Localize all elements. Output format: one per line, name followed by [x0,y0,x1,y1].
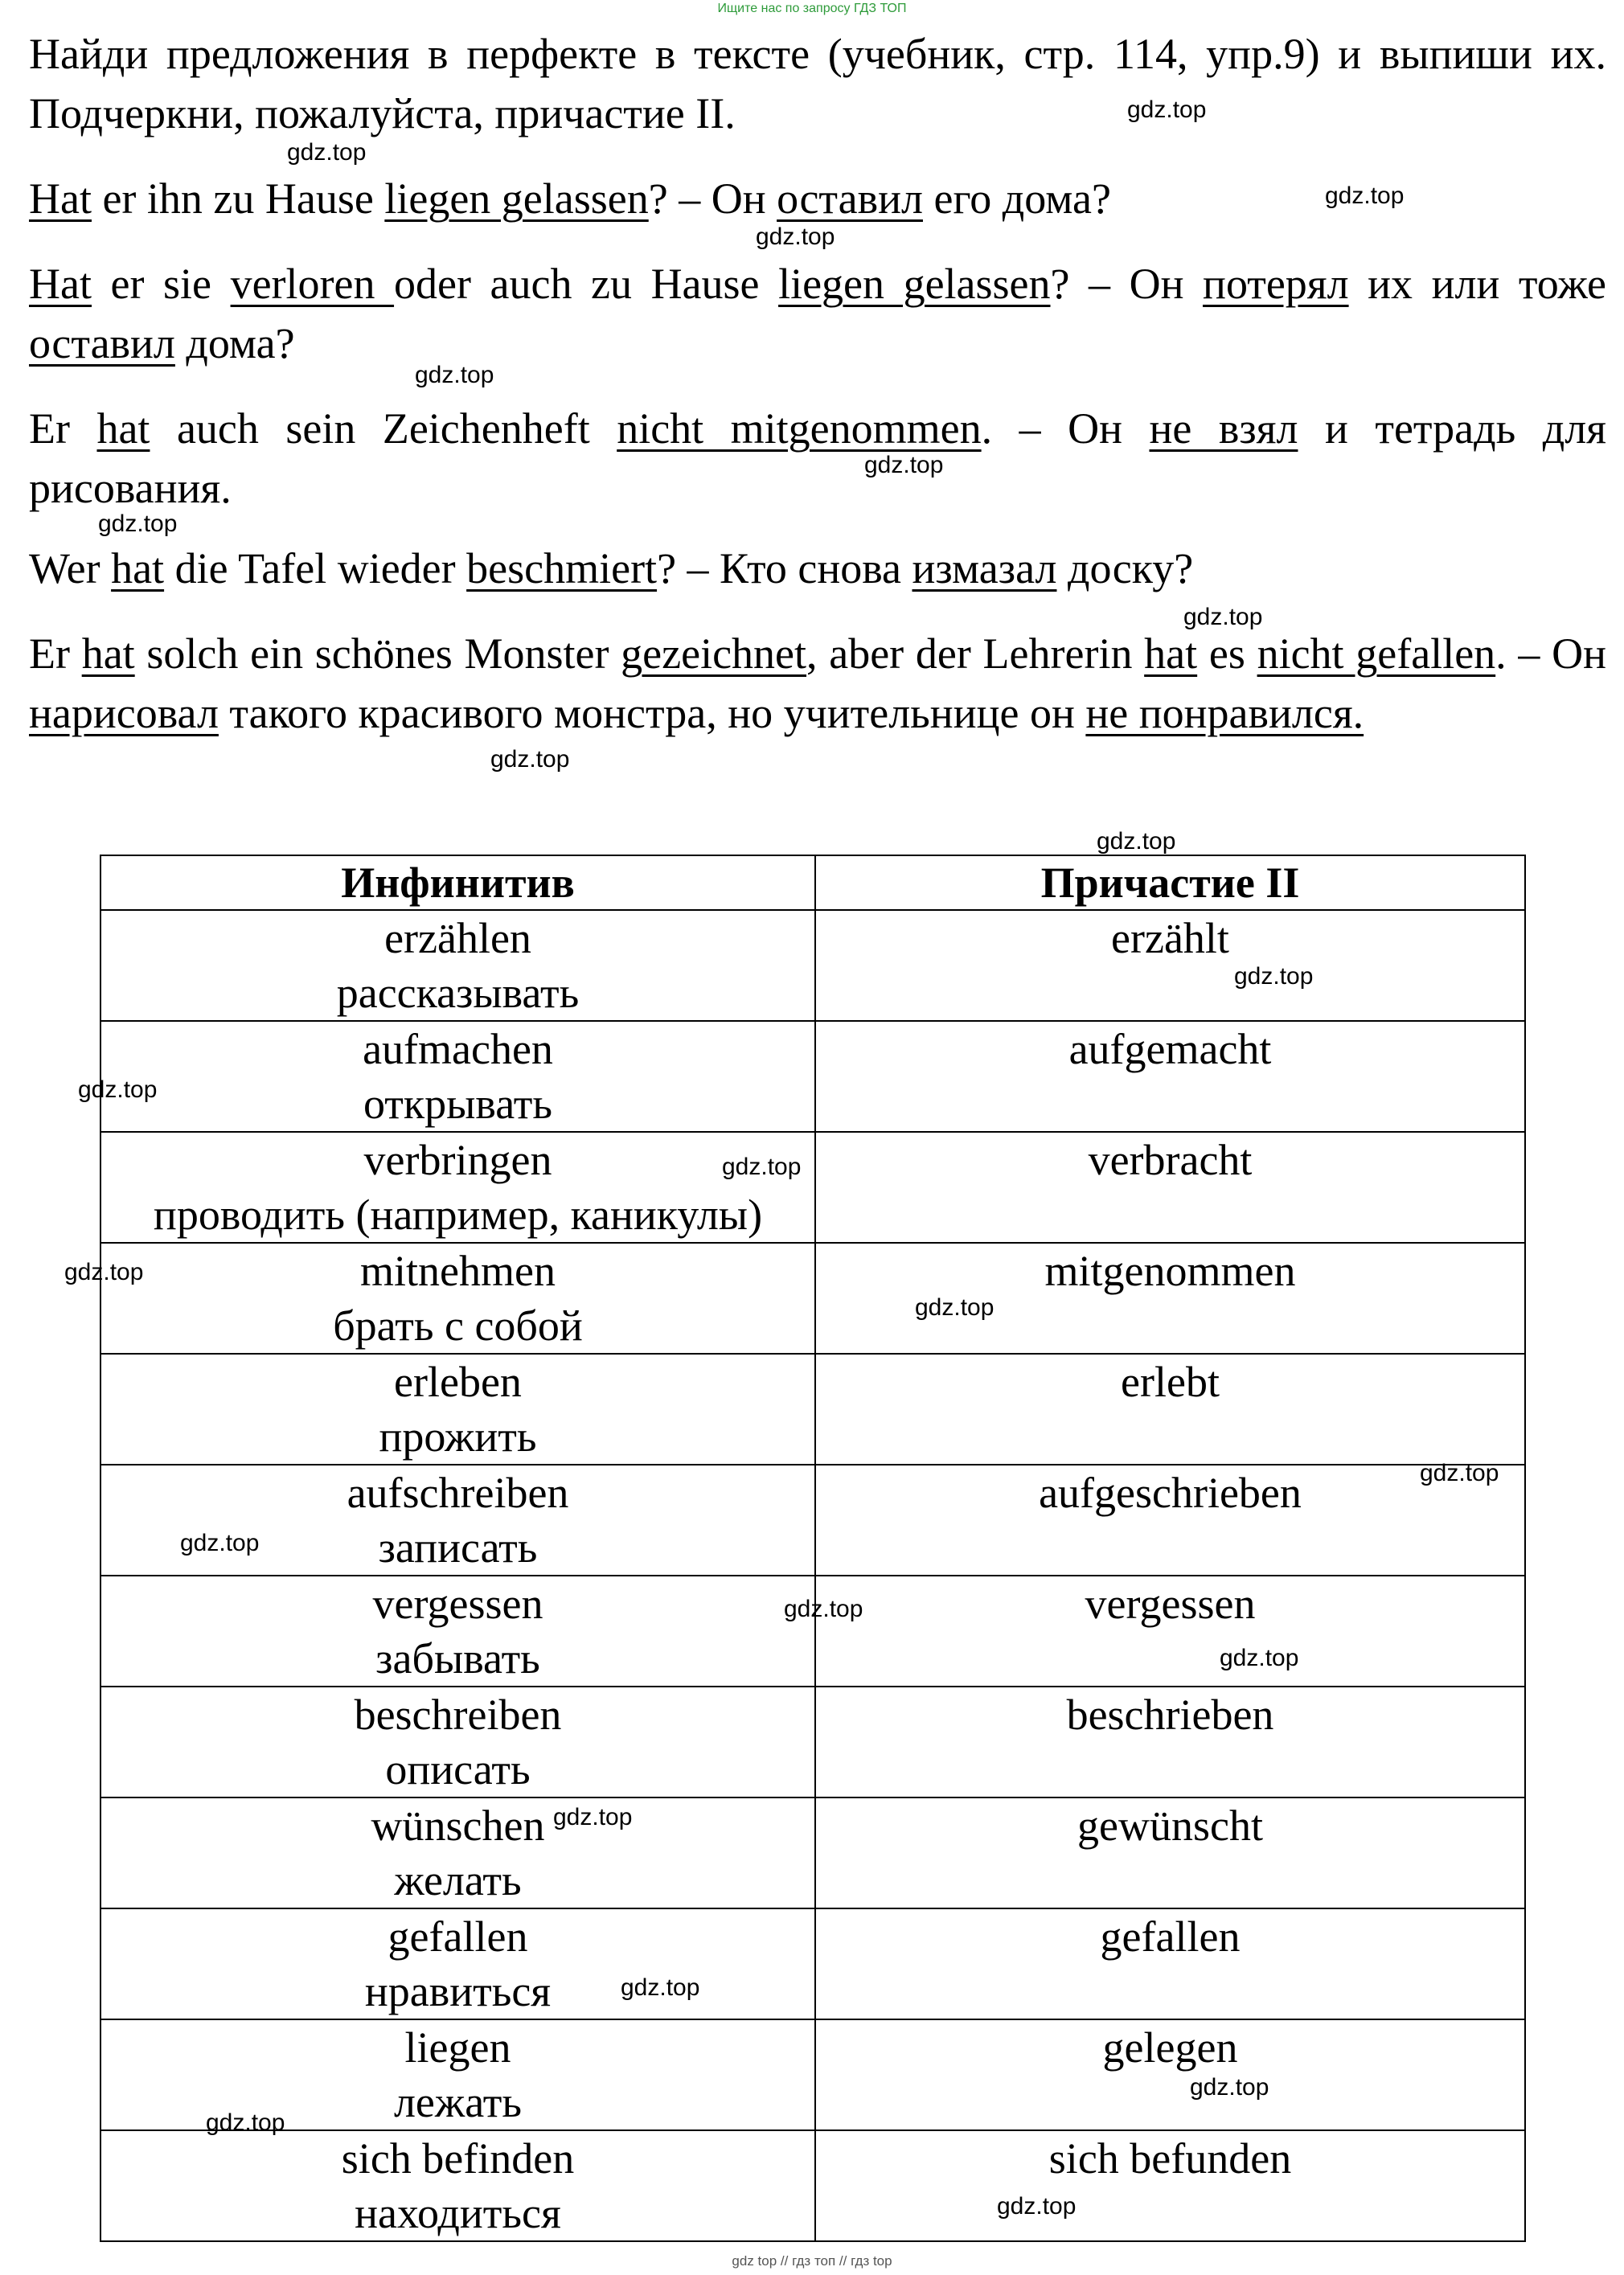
infinitive-de: wünschen [371,1802,545,1850]
top-banner: Ищите нас по запросу ГДЗ ТОП [717,2,907,15]
verb-forms-table [100,855,1526,2242]
infinitive-de: aufmachen [363,1025,553,1073]
infinitive-ru: рассказывать [336,969,580,1017]
infinitive-cell [100,1465,815,1576]
table-row [100,1908,1525,2019]
instruction-text: Найди предложения в перфекте в тексте (учебник, стр. 114, упр.9) и выпиши их. Подчеркни, пожалуйста, причастие II. [29,30,1606,137]
underlined-word: Hat [29,260,92,308]
watermark-label: gdz.top [206,2109,285,2136]
sentence-fragment: такого красивого монстра, но учительнице он [218,689,1086,737]
table-row [100,1021,1525,1132]
infinitive-cell [100,2130,815,2241]
infinitive-ru: записать [378,1523,538,1572]
infinitive-cell [100,1132,815,1243]
underlined-word: Hat [29,174,92,223]
sentence-fragment: Er [29,404,97,453]
instruction [29,24,1606,143]
sentence-fragment: . – Он [1495,629,1607,678]
table-row [100,1243,1525,1354]
infinitive-ru: желать [394,1856,522,1904]
watermark-label: gdz.top [1190,2074,1269,2101]
watermark-label: gdz.top [180,1530,260,1556]
table-header-row [100,855,1525,910]
sentence-fragment: ? – Он [648,174,777,223]
infinitive-ru: прожить [379,1412,537,1461]
table-row [100,1687,1525,1797]
participle-cell: mitgenommen [815,1243,1525,1354]
sentence-fragment: er sie [91,260,231,308]
watermark-label: gdz.top [1127,96,1207,123]
table-row [100,2019,1525,2130]
infinitive-de: sich befinden [341,2134,575,2183]
infinitive-cell [100,1021,815,1132]
sentence-fragment: дома? [174,319,295,367]
underlined-word: измазал [912,544,1057,592]
underlined-word: hat [1144,629,1198,678]
underlined-word: hat [81,629,135,678]
watermark-label: gdz.top [756,223,835,250]
sentence-text [29,254,1606,373]
sentence-fragment: и тетрадь для рисования. [29,404,1606,512]
sentence-fragment: solch ein schönes Monster [134,629,621,678]
infinitive-de: liegen [404,2023,511,2072]
underlined-word: beschmiert [466,544,658,592]
infinitive-ru: находиться [355,2189,561,2237]
infinitive-ru: брать с собой [333,1301,583,1350]
infinitive-ru: открывать [363,1080,552,1128]
watermark-label: gdz.top [98,510,178,537]
infinitive-de: mitnehmen [360,1247,556,1295]
header-infinitive: Инфинитив [100,855,815,910]
infinitive-de: verbringen [363,1136,552,1184]
sentence-text [29,399,1606,518]
sentence-fragment: auch sein Zeichenheft [150,404,617,453]
sentence-3 [29,399,1606,518]
underlined-word: оставил [29,319,175,367]
sentence-2 [29,254,1606,373]
watermark-label: gdz.top [415,362,494,388]
watermark-label: gdz.top [1220,1645,1299,1671]
table-row [100,1132,1525,1243]
sentence-fragment: их или тоже [1348,260,1607,308]
watermark-label: gdz.top [1234,963,1314,990]
watermark-label: gdz.top [621,1974,700,2001]
watermark-label: gdz.top [1325,182,1405,209]
participle-cell: vergessen [815,1576,1525,1687]
sentence-fragment: , aber der Lehrerin [806,629,1145,678]
infinitive-de: vergessen [372,1580,543,1628]
watermark-label: gdz.top [490,746,570,773]
watermark-label: gdz.top [553,1804,633,1830]
watermark-label: gdz.top [1097,828,1176,855]
infinitive-ru: забывать [375,1634,540,1683]
footer: gdz top // гдз топ // гдз top [732,2253,892,2269]
infinitive-cell [100,1908,815,2019]
infinitive-de: aufschreiben [347,1469,569,1517]
watermark-label: gdz.top [915,1294,994,1321]
sentence-fragment: es [1197,629,1257,678]
sentence-text [29,624,1606,743]
participle-cell: gewünscht [815,1797,1525,1908]
infinitive-cell [100,1354,815,1465]
infinitive-de: gefallen [388,1912,528,1961]
watermark-label: gdz.top [64,1259,144,1285]
infinitive-cell [100,1243,815,1354]
watermark-label: gdz.top [287,139,367,166]
underlined-word: нарисовал [29,689,219,737]
watermark-label: gdz.top [1420,1460,1499,1486]
sentence-fragment: Wer [29,544,112,592]
infinitive-de: erleben [394,1358,522,1406]
participle-cell: aufgemacht [815,1021,1525,1132]
participle-cell: erlebt [815,1354,1525,1465]
underlined-word: не понравился. [1085,689,1364,737]
underlined-word: nicht gefallen [1257,629,1496,678]
infinitive-ru: описать [385,1745,531,1793]
sentence-fragment: доску? [1056,544,1194,592]
table-body [100,910,1525,2241]
sentence-text [29,539,1606,598]
header-participle: Причастие II [815,855,1525,910]
infinitive-ru: лежать [393,2078,523,2126]
infinitive-cell [100,910,815,1021]
participle-cell: aufgeschrieben [815,1465,1525,1576]
sentence-fragment: его дома? [923,174,1111,223]
watermark-label: gdz.top [1183,604,1263,630]
underlined-word: liegen gelassen [778,260,1051,308]
watermark-label: gdz.top [722,1154,802,1180]
underlined-word: не взял [1149,404,1298,453]
infinitive-cell [100,1576,815,1687]
infinitive-de: erzählen [384,914,531,962]
watermark-label: gdz.top [864,452,944,478]
participle-cell: gefallen [815,1908,1525,2019]
sentence-5 [29,624,1606,743]
underlined-word: hat [111,544,165,592]
underlined-word: nicht mitgenommen [617,404,982,453]
underlined-word: оставил [777,174,923,223]
watermark-label: gdz.top [784,1596,863,1622]
sentence-fragment: er ihn zu Hause [91,174,385,223]
participle-cell: sich befunden [815,2130,1525,2241]
sentence-fragment: oder auch zu Hause [394,260,779,308]
infinitive-ru: проводить (например, каникулы) [153,1191,763,1239]
watermark-label: gdz.top [78,1076,158,1103]
infinitive-ru: нравиться [364,1967,552,2015]
underlined-word: потерял [1203,260,1349,308]
sentence-fragment: ? – Он [1050,260,1204,308]
participle-cell: beschrieben [815,1687,1525,1797]
watermark-label: gdz.top [997,2193,1077,2220]
table-row [100,1354,1525,1465]
sentence-fragment: . – Он [981,404,1150,453]
table-row [100,2130,1525,2241]
table-row [100,1465,1525,1576]
underlined-word: liegen gelassen [384,174,649,223]
infinitive-cell [100,1687,815,1797]
sentence-fragment: Er [29,629,82,678]
sentence-fragment: die Tafel wieder [164,544,467,592]
sentence-4 [29,539,1606,598]
underlined-word: hat [96,404,150,453]
table-row [100,1797,1525,1908]
infinitive-cell [100,1797,815,1908]
underlined-word: verloren [230,260,395,308]
sentence-fragment: ? – Кто снова [657,544,912,592]
table-row [100,1576,1525,1687]
participle-cell: verbracht [815,1132,1525,1243]
participle-cell: erzählt [815,910,1525,1021]
participle-cell: gelegen [815,2019,1525,2130]
infinitive-de: beschreiben [354,1691,562,1739]
underlined-word: gezeichnet [621,629,807,678]
